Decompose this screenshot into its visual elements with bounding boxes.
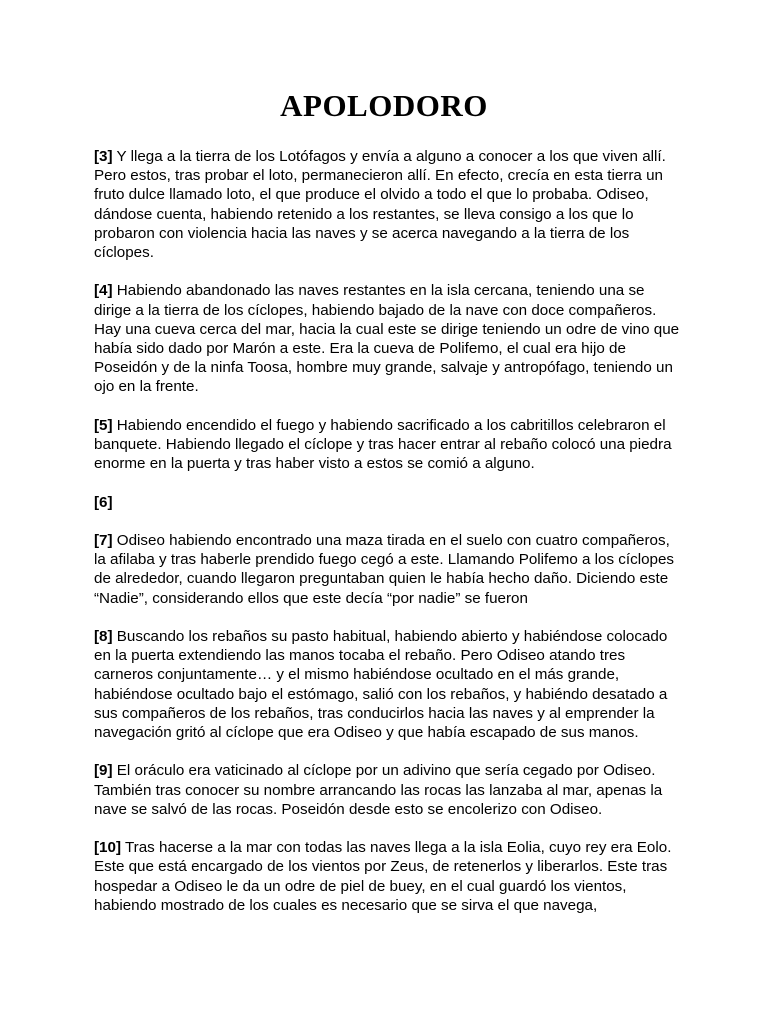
paragraph-number: [3] xyxy=(94,148,113,165)
paragraph-number: [4] xyxy=(94,282,113,300)
paragraph-text: Odiseo habiendo encontrado una maza tirada en el suelo con cuatro compañeros, la afilaba y tras haberle prendido fuego cegó a este. Llamando Polifemo a los cíclopes de alrededor, cuando llegaron preguntaban quien le había hecho daño. Diciendo este “Nadie”, considerando ellos que este decía “por nadie” se fueron xyxy=(94,532,675,607)
paragraph-5 xyxy=(94,416,684,474)
paragraph-10 xyxy=(94,838,684,915)
paragraph-number: [9] xyxy=(94,762,113,780)
paragraph-text: El oráculo era vaticinado al cíclope por un adivino que sería cegado por Odiseo. También tras conocer su nombre arrancando las rocas las lanzaba al mar, apenas la nave se salvó de las rocas. Poseidón desde esto se encolerizo con Odiseo. xyxy=(94,762,663,818)
paragraph-3 xyxy=(94,147,684,262)
paragraph-number: [7] xyxy=(94,532,113,549)
paragraph-text: Habiendo encendido el fuego y habiendo sacrificado a los cabritillos celebraron el banquete. Habiendo llegado el cíclope y tras hacer entrar al rebaño colocó una piedra enorme en la puerta y tras haber visto a estos se comió a alguno. xyxy=(94,416,672,473)
paragraph-number: [8] xyxy=(94,628,113,645)
paragraph-8 xyxy=(94,627,684,742)
paragraph-number: [10] xyxy=(94,839,122,857)
paragraph-text: Buscando los rebaños su pasto habitual, habiendo abierto y habiéndose colocado en la puerta extendiendo las manos tocaba el rebaño. Pero Odiseo atando tres carneros conjuntamente… y el mismo habiéndose ocultado en el más grande, habiéndose ocultado bajo el estómago, salió con los rebaños, y habiéndo desatado a sus compañeros de los rebaños, tras conducirlos hacia las naves y al emprender la navegación gritó al cíclope que era Odiseo y que había escapado de sus manos. xyxy=(94,628,668,742)
paragraph-7 xyxy=(94,531,684,608)
paragraph-4 xyxy=(94,281,684,396)
paragraph-number: [6] xyxy=(94,493,113,511)
document-title: APOLODORO xyxy=(280,88,488,123)
document-body xyxy=(94,147,684,934)
paragraph-text: Y llega a la tierra de los Lotófagos y envía a alguno a conocer a los que viven allí. Pero estos, tras probar el loto, permanecieron allí. En efecto, crecía en esta tierra un fruto dulce llamado loto, el que produce el olvido a todo el que lo probaba. Odiseo, dándose cuenta, habiendo retenido a los restantes, se lleva consigo a los que lo probaron con violencia hacia las naves y se acerca navegando a la tierra de los cíclopes. xyxy=(94,148,666,262)
paragraph-9 xyxy=(94,761,684,819)
paragraph-6 xyxy=(94,493,684,512)
paragraph-text: Habiendo abandonado las naves restantes en la isla cercana, teniendo una se dirige a la tierra de los cíclopes, habiendo bajado de la nave con doce compañeros. Hay una cueva cerca del mar, hacia la cual este se dirige teniendo un odre de vino que había sido dado por Marón a este. Era la cueva de Polifemo, el cual era hijo de Poseidón y de la ninfa Toosa, hombre muy grande, salvaje y antropófago, teniendo un ojo en la frente. xyxy=(94,282,680,396)
paragraph-text: Tras hacerse a la mar con todas las naves llega a la isla Eolia, cuyo rey era Eolo. Este que está encargado de los vientos por Zeus, de retenerlos y liberarlos. Este tras hospedar a Odiseo le da un odre de piel de buey, en el cual guardó los vientos, habiendo mostrado de los cuales es necesario que se sirva el que navega, xyxy=(94,839,672,914)
paragraph-number: [5] xyxy=(94,416,113,434)
